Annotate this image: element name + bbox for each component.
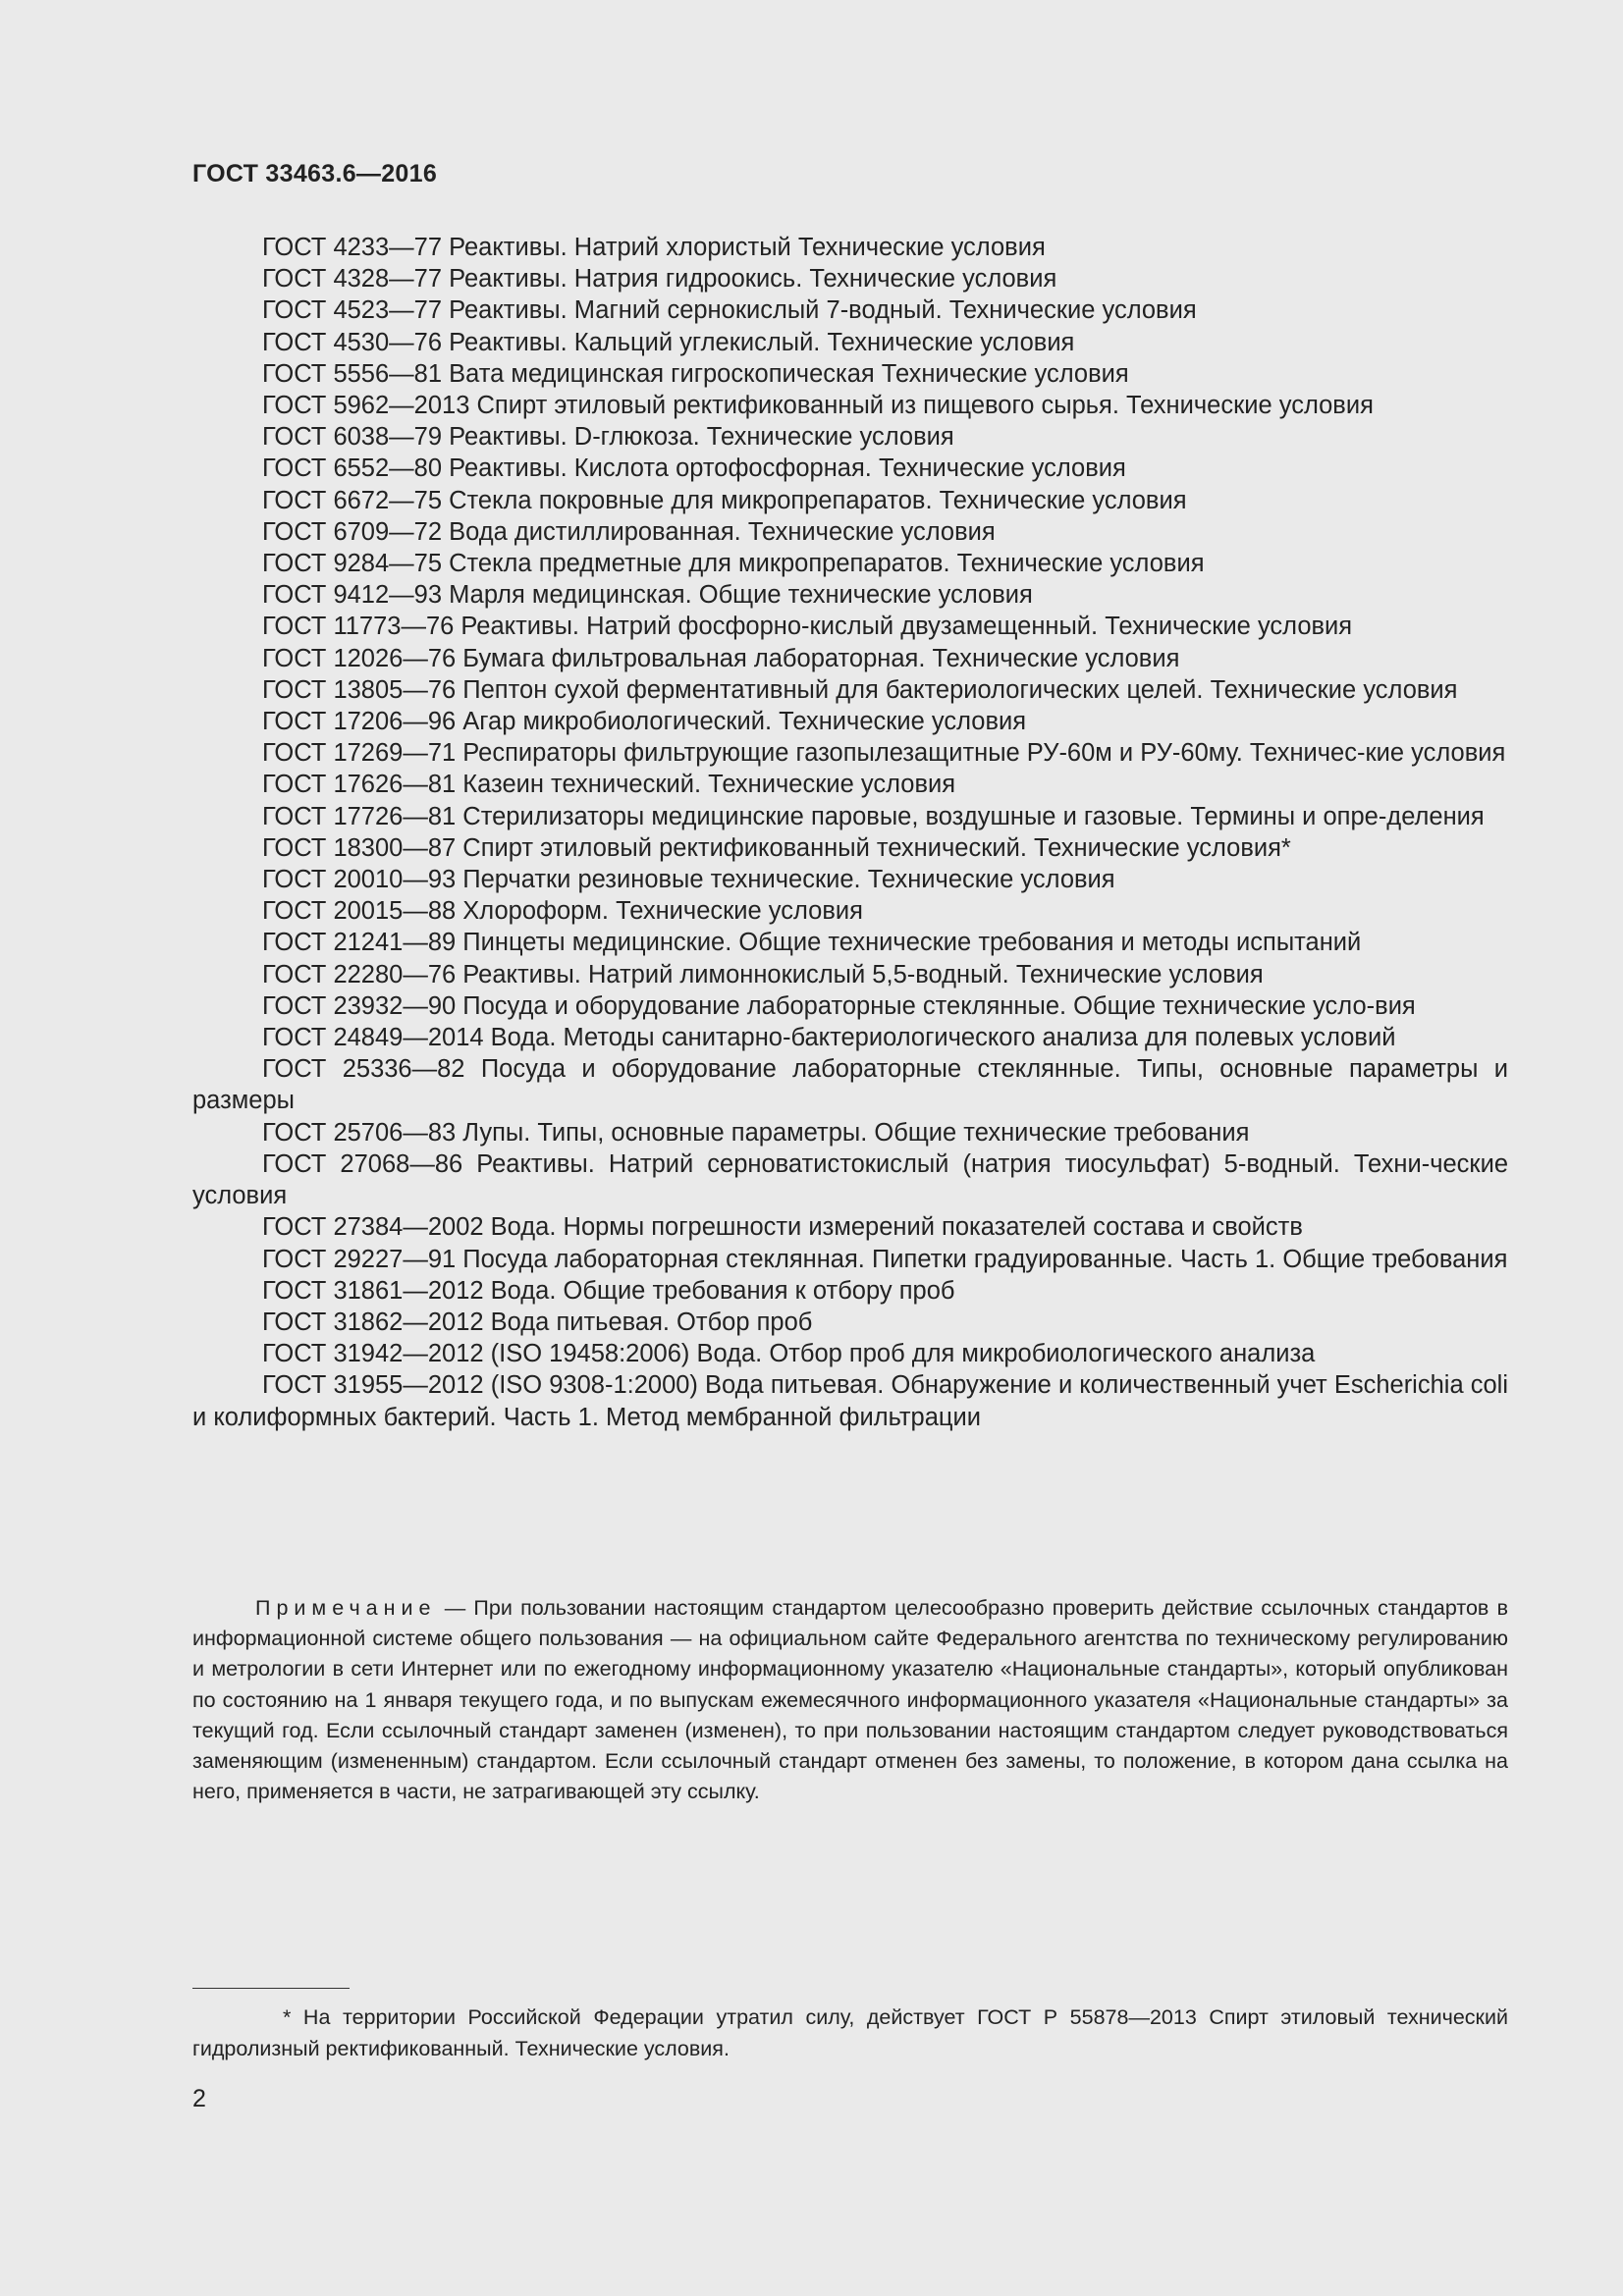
reference-item: ГОСТ 17626—81 Казеин технический. Технические условия (262, 771, 956, 799)
reference-item: ГОСТ 31955—2012 (ISO 9308-1:2000) Вода питьевая. Обнаружение и количественный учет Escherichia coli и колиформных бактерий. Часть 1. Метод мембранной фильтрации (192, 1371, 1508, 1431)
document-header: ГОСТ 33463.6—2016 (192, 160, 438, 187)
reference-item: ГОСТ 17206—96 Агар микробиологический. Технические условия (262, 708, 1027, 736)
note-text: — При пользовании настоящим стандартом целесообразно проверить действие ссылочных стандартов в информационной системе общего пользования — на официальном сайте Федерального агентства по техническому регулированию и метрологии в сети Интернет или по ежегодному информационному указателю «Национальные стандарты», который опубликован по состоянию на 1 января текущего года, и по выпускам ежемесячного информационного указателя «Национальные стандарты» за текущий год. Если ссылочный стандарт заменен (изменен), то при пользовании настоящим стандартом следует руководствоваться заменяющим (измененным) стандартом. Если ссылочный стандарт отменен без замены, то положение, в котором дана ссылка на него, применяется в части, не затрагивающей эту ссылку. (192, 1596, 1508, 1804)
reference-item: ГОСТ 6552—80 Реактивы. Кислота ортофосфорная. Технические условия (262, 454, 1126, 483)
reference-item: ГОСТ 4233—77 Реактивы. Натрий хлористый Технические условия (262, 234, 1046, 261)
normative-references-list (192, 232, 1508, 1433)
reference-item: ГОСТ 18300—87 Спирт этиловый ректификованный технический. Технические условия* (262, 833, 1291, 862)
reference-item: ГОСТ 21241—89 Пинцеты медицинские. Общие технические требования и методы испытаний (262, 929, 1362, 957)
reference-item: ГОСТ 5962—2013 Спирт этиловый ректификованный из пищевого сырья. Технические условия (262, 392, 1374, 420)
reference-item: ГОСТ 6038—79 Реактивы. D-глюкоза. Технические условия (262, 423, 954, 452)
reference-item: ГОСТ 29227—91 Посуда лабораторная стеклянная. Пипетки градуированные. Часть 1. Общие требования (262, 1245, 1508, 1273)
reference-item: ГОСТ 20010—93 Перчатки резиновые технические. Технические условия (262, 866, 1115, 894)
reference-item: ГОСТ 5556—81 Вата медицинская гигроскопическая Технические условия (262, 359, 1129, 388)
footnote-separator (192, 1988, 350, 1989)
footnote: * На территории Российской Федерации утратил силу, действует ГОСТ Р 55878—2013 Спирт этиловый технический гидролизный ректификованный. Технические условия. (192, 2005, 1508, 2060)
reference-item: ГОСТ 20015—88 Хлороформ. Технические условия (262, 897, 863, 926)
reference-item: ГОСТ 25336—82 Посуда и оборудование лабораторные стеклянные. Типы, основные параметры и размеры (192, 1055, 1508, 1115)
reference-item: ГОСТ 22280—76 Реактивы. Натрий лимоннокислый 5,5-водный. Технические условия (262, 960, 1264, 988)
note-paragraph (192, 1593, 1508, 1807)
reference-item: ГОСТ 17269—71 Респираторы фильтрующие газопылезащитные РУ-60м и РУ-60му. Техничес-кие условия (262, 739, 1506, 768)
note-label: Примечание (255, 1596, 437, 1620)
reference-item: ГОСТ 13805—76 Пептон сухой ферментативный для бактериологических целей. Технические условия (262, 675, 1458, 704)
reference-item: ГОСТ 4530—76 Реактивы. Кальций углекислый. Технические условия (262, 328, 1075, 356)
reference-item: ГОСТ 9412—93 Марля медицинская. Общие технические условия (262, 581, 1033, 610)
reference-item: ГОСТ 27068—86 Реактивы. Натрий серноватистокислый (натрия тиосульфат) 5-водный. Техни-ческие условия (192, 1149, 1508, 1210)
reference-item: ГОСТ 17726—81 Стерилизаторы медицинские паровые, воздушные и газовые. Термины и опре-деления (262, 802, 1485, 830)
reference-item: ГОСТ 25706—83 Лупы. Типы, основные параметры. Общие технические требования (262, 1118, 1250, 1147)
reference-item: ГОСТ 11773—76 Реактивы. Натрий фосфорно-кислый двузамещенный. Технические условия (262, 613, 1353, 641)
reference-item: ГОСТ 24849—2014 Вода. Методы санитарно-бактериологического анализа для полевых условий (262, 1024, 1396, 1052)
reference-item: ГОСТ 23932—90 Посуда и оборудование лабораторные стеклянные. Общие технические усло-вия (262, 991, 1416, 1020)
reference-item: ГОСТ 6672—75 Стекла покровные для микропрепаратов. Технические условия (262, 486, 1187, 514)
reference-item: ГОСТ 27384—2002 Вода. Нормы погрешности измерений показателей состава и свойств (262, 1213, 1303, 1242)
reference-item: ГОСТ 6709—72 Вода дистиллированная. Технические условия (262, 517, 996, 546)
reference-item: ГОСТ 31862—2012 Вода питьевая. Отбор проб (262, 1308, 813, 1336)
reference-item: ГОСТ 4328—77 Реактивы. Натрия гидроокись. Технические условия (262, 265, 1057, 294)
reference-item: ГОСТ 9284—75 Стекла предметные для микропрепаратов. Технические условия (262, 550, 1205, 578)
reference-item: ГОСТ 31942—2012 (ISO 19458:2006) Вода. Отбор проб для микробиологического анализа (262, 1340, 1316, 1368)
reference-item: ГОСТ 12026—76 Бумага фильтровальная лабораторная. Технические условия (262, 644, 1180, 672)
reference-item: ГОСТ 4523—77 Реактивы. Магний сернокислый 7-водный. Технические условия (262, 296, 1197, 325)
reference-item: ГОСТ 31861—2012 Вода. Общие требования к отбору проб (262, 1276, 955, 1305)
page-number: 2 (192, 2085, 206, 2112)
